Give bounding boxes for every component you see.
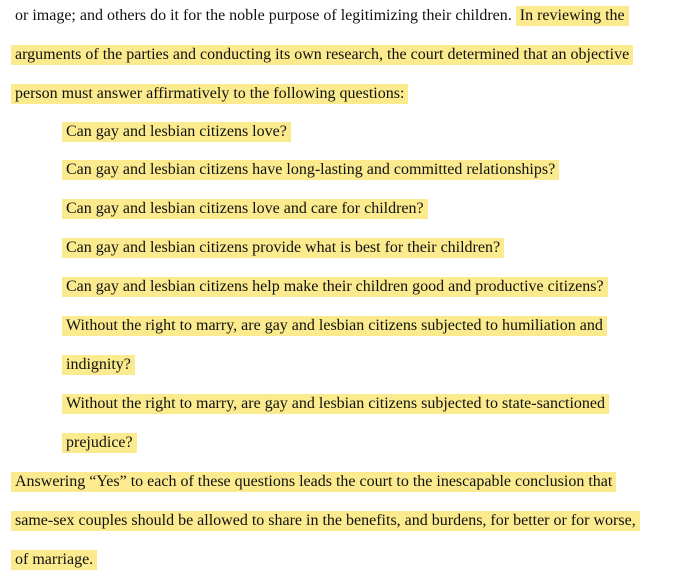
highlighted-text: Without the right to marry, are gay and lesbian citizens subjected to state-sanctioned [62, 394, 609, 414]
question-line [66, 159, 559, 181]
text-line-2 [15, 44, 633, 66]
highlighted-text: arguments of the parties and conducting its own research, the court determined that an objective [11, 45, 633, 65]
plain-text: or image; and others do it for the noble purpose of legitimizing their children. [15, 7, 512, 24]
highlighted-text: of marriage. [11, 550, 97, 570]
text-line-3 [15, 83, 408, 105]
highlighted-text: In reviewing the [516, 6, 629, 26]
highlighted-text: Can gay and lesbian citizens provide what is best for their children? [62, 238, 504, 258]
conclusion-line [15, 549, 97, 571]
question-line [66, 198, 428, 220]
highlighted-text: Can gay and lesbian citizens have long-lasting and committed relationships? [62, 160, 559, 180]
question-line [66, 276, 608, 298]
conclusion-line [15, 471, 616, 493]
highlighted-text: Can gay and lesbian citizens help make their children good and productive citizens? [62, 277, 608, 297]
question-line [66, 315, 607, 337]
highlighted-text: Answering “Yes” to each of these questions leads the court to the inescapable conclusion that [11, 472, 616, 492]
conclusion-line [15, 510, 640, 532]
question-line [66, 121, 291, 143]
highlighted-text: Without the right to marry, are gay and lesbian citizens subjected to humiliation and [62, 316, 607, 336]
highlighted-text: prejudice? [62, 433, 137, 453]
text-line-1 [15, 5, 629, 27]
question-line [66, 237, 504, 259]
highlighted-text: Can gay and lesbian citizens love? [62, 122, 291, 142]
highlighted-text: indignity? [62, 355, 135, 375]
question-line [66, 354, 135, 376]
highlighted-text: person must answer affirmatively to the following questions: [11, 84, 408, 104]
highlighted-text: same-sex couples should be allowed to share in the benefits, and burdens, for better or for worse, [11, 511, 640, 531]
question-line [66, 432, 137, 454]
highlighted-text: Can gay and lesbian citizens love and care for children? [62, 199, 428, 219]
question-line [66, 393, 609, 415]
